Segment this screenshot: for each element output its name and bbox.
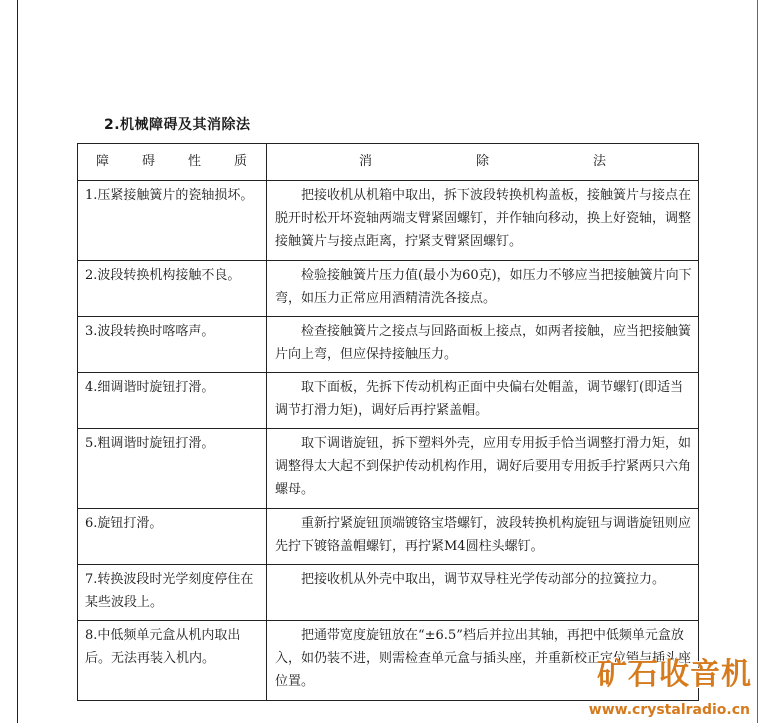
header-fault-char: 障 — [96, 154, 111, 169]
fault-cell: 8.中低频单元盒从机内取出后。无法再装入机内。 — [78, 621, 267, 701]
remedy-cell: 重新拧紧旋钮顶端镀铬宝塔螺钉，波段转换机构旋钮与调谐旋钮则应先拧下镀铬盖帽螺钉，再拧紧M4圆柱头螺钉。 — [267, 509, 699, 565]
table-row — [78, 373, 699, 429]
header-fix-char: 法 — [592, 154, 606, 169]
header-fault-char: 性 — [187, 154, 202, 169]
remedy-cell: 把接收机从外壳中取出，调节双导柱光学传动部分的拉簧拉力。 — [267, 565, 699, 621]
fault-cell: 6.旋钮打滑。 — [78, 509, 267, 565]
fault-cell: 7.转换波段时光学刻度停住在某些波段上。 — [78, 565, 267, 621]
fault-cell: 3.波段转换时喀喀声。 — [78, 317, 267, 373]
header-fault-char: 碍 — [141, 154, 156, 169]
table-row — [78, 429, 699, 509]
fault-cell: 1.压紧接触簧片的瓷轴损坏。 — [78, 181, 267, 261]
remedy-cell: 取下调谐旋钮，拆下塑料外壳，应用专用扳手恰当调整打滑力矩，如调整得太大起不到保护传动机构作用，调好后要用专用扳手拧紧两只六角螺母。 — [267, 429, 699, 509]
fault-cell: 4.细调谐时旋钮打滑。 — [78, 373, 267, 429]
table-row — [78, 181, 699, 261]
header-remedy — [267, 144, 699, 181]
table-row — [78, 509, 699, 565]
header-fix-char: 消 — [358, 154, 372, 169]
header-fix-char: 除 — [475, 154, 489, 169]
fault-remedy-table — [77, 143, 699, 701]
remedy-cell: 取下面板，先拆下传动机构正面中央偏右处帽盖，调节螺钉(即适当调节打滑力矩)，调好后再拧紧盖帽。 — [267, 373, 699, 429]
page-right-border — [757, 0, 758, 723]
page-left-border — [17, 0, 18, 723]
remedy-cell: 把接收机从机箱中取出，拆下波段转换机构盖板，接触簧片与接点在脱开时松开坏瓷轴两端支臂紧固螺钉，并作轴向移动，换上好瓷轴，调整接触簧片与接点距离，拧紧支臂紧固螺钉。 — [267, 181, 699, 261]
watermark-url: www.crystalradio.cn — [588, 702, 750, 718]
header-fault-nature — [78, 144, 267, 181]
remedy-cell: 检查接触簧片之接点与回路面板上接点，如两者接触，应当把接触簧片向上弯，但应保持接触压力。 — [267, 317, 699, 373]
table-row — [78, 565, 699, 621]
table-row — [78, 317, 699, 373]
fault-cell: 2.波段转换机构接触不良。 — [78, 261, 267, 317]
watermark-logo: 矿石收音机 — [597, 657, 752, 692]
section-title: 2.机械障碍及其消除法 — [104, 117, 251, 133]
table-header-row — [78, 144, 699, 181]
remedy-cell: 把通带宽度旋钮放在“±6.5”档后并拉出其轴，再把中低频单元盒放入，如仍装不进，则需检查单元盒与插头座，并重新校正定位销与插头座位置。 — [267, 621, 699, 701]
fault-cell: 5.粗调谐时旋钮打滑。 — [78, 429, 267, 509]
remedy-cell: 检验接触簧片压力值(最小为60克)，如压力不够应当把接触簧片向下弯，如压力正常应用酒精清洗各接点。 — [267, 261, 699, 317]
header-fault-char: 质 — [233, 154, 248, 169]
table-row — [78, 261, 699, 317]
